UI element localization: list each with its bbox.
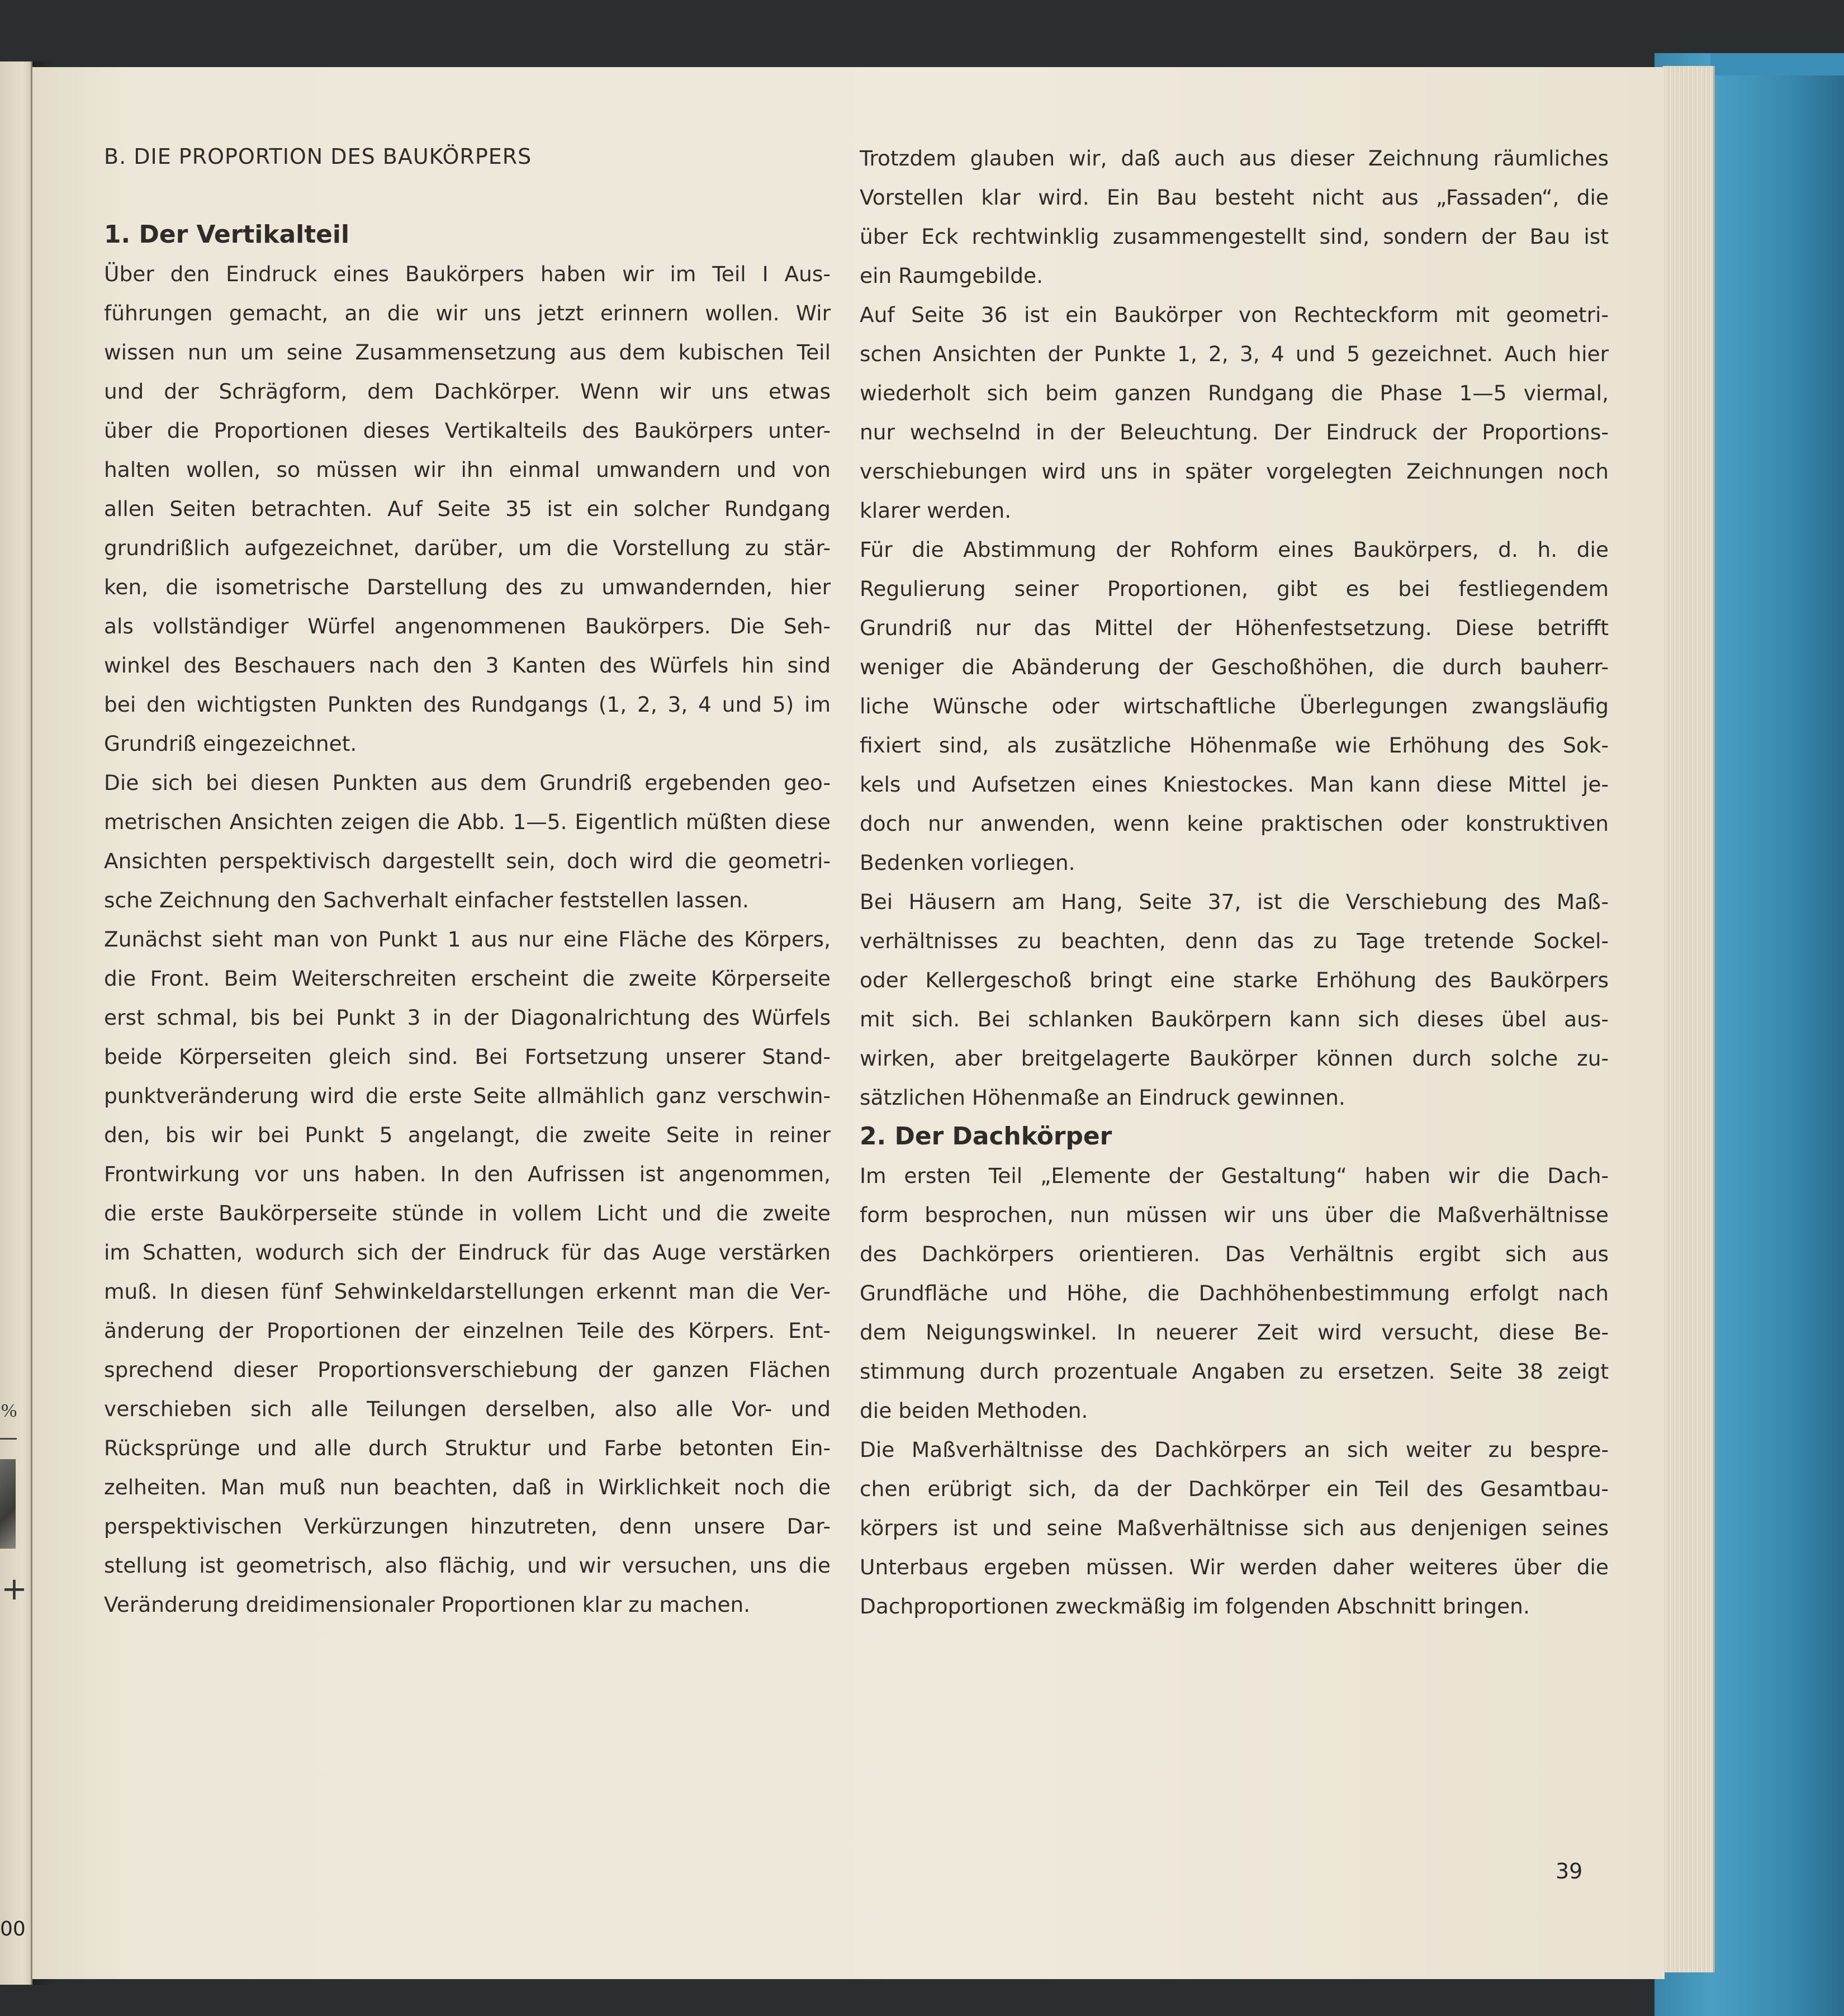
text-line: allen Seiten betrachten. Auf Seite 35 ist ein solcher Rundgang <box>104 496 831 521</box>
text-line: verschieben sich alle Teilungen derselben, also alle Vor- und <box>104 1397 831 1421</box>
text-line: sprechend dieser Proportionsverschiebung der ganzen Flächen <box>104 1357 831 1382</box>
text-line: über die Proportionen dieses Vertikalteils des Baukörpers unter- <box>104 418 831 443</box>
previous-page-sliver <box>0 61 32 1985</box>
left-column-text <box>104 254 831 1624</box>
text-line: liche Wünsche oder wirtschaftliche Überlegungen zwangsläufig <box>860 694 1609 718</box>
right-column-text-a <box>860 139 1609 1117</box>
text-line: klarer werden. <box>860 498 1012 523</box>
left-page-number-fragment: 00 <box>0 1918 26 1941</box>
text-line: als vollständiger Würfel angenommenen Baukörpers. Die Seh- <box>104 614 831 638</box>
text-line: im Schatten, wodurch sich der Eindruck für das Auge verstärken <box>104 1240 831 1265</box>
text-line: Bei Häusern am Hang, Seite 37, ist die Verschiebung des Maß- <box>860 889 1609 914</box>
text-line: sätzlichen Höhenmaße an Eindruck gewinnen. <box>860 1085 1345 1110</box>
text-line: Über den Eindruck eines Baukörpers haben wir im Teil I Aus- <box>104 262 831 286</box>
text-line: des Dachkörpers orientieren. Das Verhältnis ergibt sich aus <box>860 1242 1609 1266</box>
text-line: Ansichten perspektivisch dargestellt sein, doch wird die geometri- <box>104 849 831 873</box>
text-line: körpers ist und seine Maßverhältnisse sich aus denjenigen seines <box>860 1516 1609 1540</box>
text-line: Bedenken vorliegen. <box>860 850 1075 875</box>
text-line: die beiden Methoden. <box>860 1398 1088 1423</box>
text-line: weniger die Abänderung der Geschoßhöhen, die durch bauherr- <box>860 655 1609 679</box>
text-line: Im ersten Teil „Elemente der Gestaltung“ haben wir die Dach- <box>860 1163 1609 1188</box>
text-line: Die sich bei diesen Punkten aus dem Grundriß ergebenden geo- <box>104 770 831 795</box>
text-line: wissen nun um seine Zusammensetzung aus dem kubischen Teil <box>104 340 831 365</box>
text-line: stellung ist geometrisch, also flächig, und wir versuchen, uns die <box>104 1553 831 1578</box>
text-line: wiederholt sich beim ganzen Rundgang die Phase 1—5 viermal, <box>860 381 1609 405</box>
text-line: halten wollen, so müssen wir ihn einmal umwandern und von <box>104 457 831 482</box>
right-column <box>860 139 1609 1626</box>
book-cover-top <box>1710 53 1844 75</box>
text-line: Grundriß eingezeichnet. <box>104 731 357 756</box>
text-line: schen Ansichten der Punkte 1, 2, 3, 4 und 5 gezeichnet. Auch hier <box>860 342 1609 366</box>
text-line: dem Neigungswinkel. In neuerer Zeit wird versucht, diese Be- <box>860 1320 1609 1345</box>
text-line: Für die Abstimmung der Rohform eines Baukörpers, d. h. die <box>860 537 1609 562</box>
text-line: muß. In diesen fünf Sehwinkeldarstellungen erkennt man die Ver- <box>104 1279 831 1304</box>
text-line: Grundriß nur das Mittel der Höhenfestsetzung. Diese betrifft <box>860 616 1609 640</box>
text-line: Auf Seite 36 ist ein Baukörper von Rechteckform mit geometri- <box>860 302 1609 327</box>
text-line: ken, die isometrische Darstellung des zu umwandernden, hier <box>104 575 831 599</box>
text-line: Dachproportionen zweckmäßig im folgenden Abschnitt bringen. <box>860 1594 1530 1619</box>
left-page-rule <box>0 1438 17 1440</box>
text-line: Grundfläche und Höhe, die Dachhöhenbestimmung erfolgt nach <box>860 1281 1609 1305</box>
left-column <box>104 137 831 1624</box>
page-stack-edge <box>1663 66 1715 1972</box>
text-line: oder Kellergeschoß bringt eine starke Erhöhung des Baukörpers <box>860 968 1609 992</box>
left-page-illustration <box>0 1459 16 1549</box>
text-line: über Eck rechtwinklig zusammengestellt sind, sondern der Bau ist <box>860 224 1609 249</box>
text-line: beide Körperseiten gleich sind. Bei Fortsetzung unserer Stand- <box>104 1044 831 1069</box>
text-line: sche Zeichnung den Sachverhalt einfacher feststellen lassen. <box>104 888 749 912</box>
text-line: änderung der Proportionen der einzelnen Teile des Körpers. Ent- <box>104 1318 831 1343</box>
text-line: führungen gemacht, an die wir uns jetzt erinnern wollen. Wir <box>104 301 831 325</box>
book-page <box>32 67 1665 1979</box>
text-line: nur wechselnd in der Beleuchtung. Der Eindruck der Proportions- <box>860 420 1609 444</box>
text-line: kels und Aufsetzen eines Kniestockes. Man kann diese Mittel je- <box>860 772 1609 797</box>
text-line: bei den wichtigsten Punkten des Rundgangs (1, 2, 3, 4 und 5) im <box>104 692 831 717</box>
text-line: stimmung durch prozentuale Angaben zu ersetzen. Seite 38 zeigt <box>860 1359 1609 1384</box>
text-line: den, bis wir bei Punkt 5 angelangt, die zweite Seite in reiner <box>104 1123 831 1147</box>
text-line: grundrißlich aufgezeichnet, darüber, um die Vorstellung zu stär- <box>104 536 831 560</box>
section-heading: B. DIE PROPORTION DES BAUKÖRPERS <box>104 144 532 169</box>
text-line: verschiebungen wird uns in später vorgelegten Zeichnungen noch <box>860 459 1609 484</box>
subheading-dachkoerper: 2. Der Dachkörper <box>860 1122 1112 1151</box>
text-line: mit sich. Bei schlanken Baukörpern kann sich dieses übel aus- <box>860 1007 1609 1031</box>
text-line: wirken, aber breitgelagerte Baukörper können durch solche zu- <box>860 1046 1609 1071</box>
text-line: verhältnisses zu beachten, denn das zu Tage tretende Sockel- <box>860 929 1609 953</box>
subheading-vertikalteil: 1. Der Vertikalteil <box>104 220 350 249</box>
text-line: Trotzdem glauben wir, daß auch aus dieser Zeichnung räumliches <box>860 146 1609 171</box>
text-line: erst schmal, bis bei Punkt 3 in der Diagonalrichtung des Würfels <box>104 1005 831 1030</box>
left-page-cross-mark: + <box>1 1571 27 1607</box>
text-line: und der Schrägform, dem Dachkörper. Wenn wir uns etwas <box>104 379 831 404</box>
text-line: perspektivischen Verkürzungen hinzutreten, denn unsere Dar- <box>104 1514 831 1539</box>
text-line: Unterbaus ergeben müssen. Wir werden daher weiteres über die <box>860 1555 1609 1579</box>
page-number: 39 <box>1556 1859 1583 1884</box>
text-line: form besprochen, nun müssen wir uns über die Maßverhältnisse <box>860 1203 1609 1227</box>
right-column-text-b <box>860 1156 1609 1626</box>
text-line: fixiert sind, als zusätzliche Höhenmaße wie Erhöhung des Sok- <box>860 733 1609 758</box>
text-line: Frontwirkung vor uns haben. In den Aufrissen ist angenommen, <box>104 1162 831 1186</box>
text-line: die Front. Beim Weiterschreiten erscheint die zweite Körperseite <box>104 966 831 991</box>
text-line: die erste Baukörperseite stünde in vollem Licht und die zweite <box>104 1201 831 1225</box>
text-line: Regulierung seiner Proportionen, gibt es bei festliegendem <box>860 576 1609 601</box>
text-line: Zunächst sieht man von Punkt 1 aus nur eine Fläche des Körpers, <box>104 927 831 952</box>
text-line: zelheiten. Man muß nun beachten, daß in Wirklichkeit noch die <box>104 1475 831 1499</box>
text-line: Veränderung dreidimensionaler Proportionen klar zu machen. <box>104 1592 751 1617</box>
text-line: ein Raumgebilde. <box>860 263 1043 288</box>
left-page-mark: % <box>1 1400 17 1421</box>
text-line: winkel des Beschauers nach den 3 Kanten des Würfels hin sind <box>104 653 831 678</box>
text-line: punktveränderung wird die erste Seite allmählich ganz verschwin- <box>104 1083 831 1108</box>
text-line: Die Maßverhältnisse des Dachkörpers an sich weiter zu bespre- <box>860 1437 1609 1462</box>
text-line: Rücksprünge und alle durch Struktur und Farbe betonten Ein- <box>104 1436 831 1460</box>
text-line: doch nur anwenden, wenn keine praktischen oder konstruktiven <box>860 811 1609 836</box>
text-line: Vorstellen klar wird. Ein Bau besteht nicht aus „Fassaden“, die <box>860 185 1609 210</box>
text-line: metrischen Ansichten zeigen die Abb. 1—5. Eigentlich müßten diese <box>104 810 831 834</box>
text-line: chen erübrigt sich, da der Dachkörper ein Teil des Gesamtbau- <box>860 1476 1609 1501</box>
